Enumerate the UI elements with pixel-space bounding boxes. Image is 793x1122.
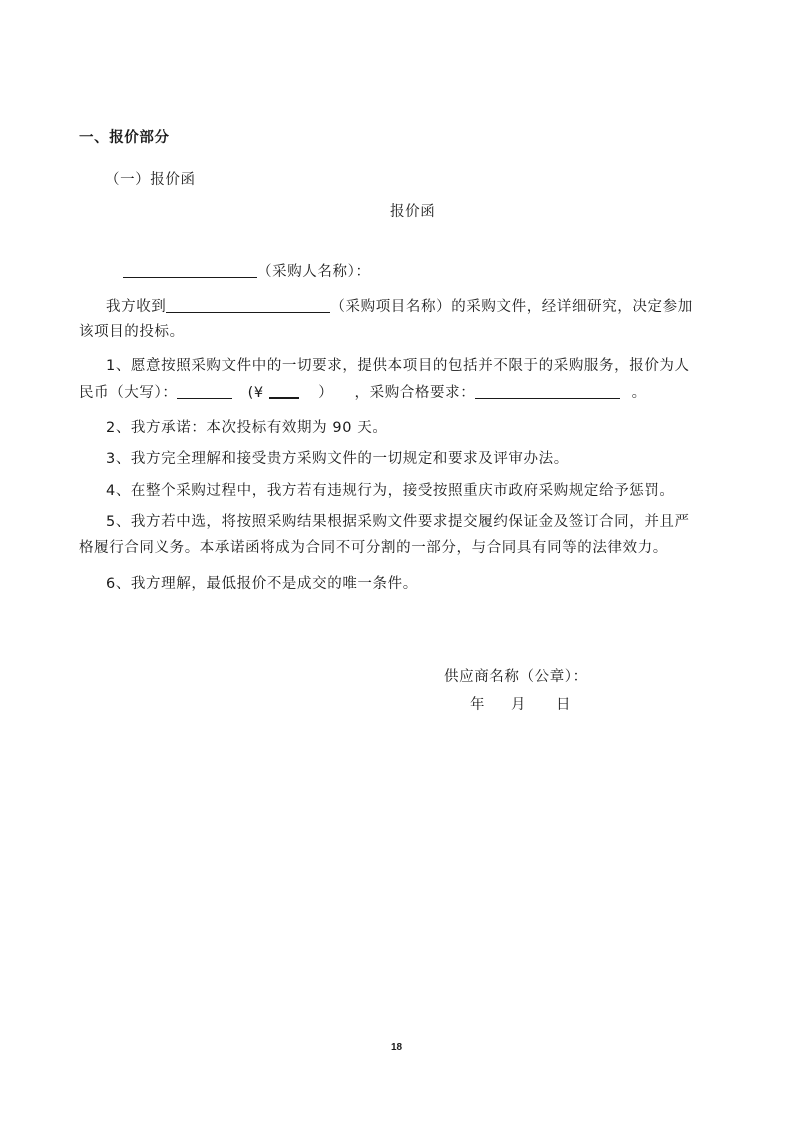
intro-line-2: 该项目的投标。 bbox=[79, 324, 185, 340]
subsection-title: （一）报价函 bbox=[105, 172, 196, 188]
requirement-label: ，采购合格要求： bbox=[354, 385, 476, 401]
item-6: 6、我方理解，最低报价不是成交的唯一条件。 bbox=[106, 576, 418, 592]
item-1-line-1: 1、愿意按照采购文件中的一切要求，提供本项目的包括并不限于的采购服务，报价为人 bbox=[106, 358, 690, 374]
item-2: 2、我方承诺：本次投标有效期为 90 天。 bbox=[106, 420, 388, 436]
intro-line-1 bbox=[106, 297, 693, 317]
price-figure-blank[interactable] bbox=[269, 382, 299, 399]
supplier-label: 供应商名称（公章）： bbox=[444, 669, 588, 685]
form-title: 报价函 bbox=[390, 204, 436, 220]
price-words-blank[interactable] bbox=[177, 383, 232, 399]
date-day: 日 bbox=[556, 697, 572, 713]
item-4: 4、在整个采购过程中，我方若有违规行为，接受按照重庆市政府采购规定给予惩罚。 bbox=[106, 483, 675, 499]
section-title: 一、报价部分 bbox=[79, 130, 170, 146]
price-label: 民币（大写）： bbox=[79, 385, 178, 401]
period: 。 bbox=[631, 385, 647, 401]
addressee-line bbox=[123, 262, 371, 282]
yuan-symbol: (¥ bbox=[247, 385, 264, 401]
page-number: 18 bbox=[391, 1042, 403, 1053]
project-name-blank[interactable] bbox=[166, 297, 330, 313]
intro-suffix: （采购项目名称）的采购文件，经详细研究，决定参加 bbox=[330, 299, 693, 315]
date-year: 年 bbox=[470, 697, 486, 713]
addressee-suffix: （采购人名称）： bbox=[257, 264, 371, 280]
purchaser-name-blank[interactable] bbox=[123, 262, 257, 278]
date-month: 月 bbox=[511, 697, 527, 713]
requirement-blank[interactable] bbox=[475, 383, 620, 399]
paren-close: ） bbox=[318, 385, 334, 401]
item-1-line-2 bbox=[79, 382, 647, 403]
intro-prefix: 我方收到 bbox=[106, 299, 167, 315]
item-5-line-1: 5、我方若中选，将按照采购结果根据采购文件要求提交履约保证金及签订合同，并且严 bbox=[106, 514, 690, 530]
item-3: 3、我方完全理解和接受贵方采购文件的一切规定和要求及评审办法。 bbox=[106, 451, 569, 467]
item-5-line-2: 格履行合同义务。本承诺函将成为合同不可分割的一部分，与合同具有同等的法律效力。 bbox=[79, 540, 668, 556]
